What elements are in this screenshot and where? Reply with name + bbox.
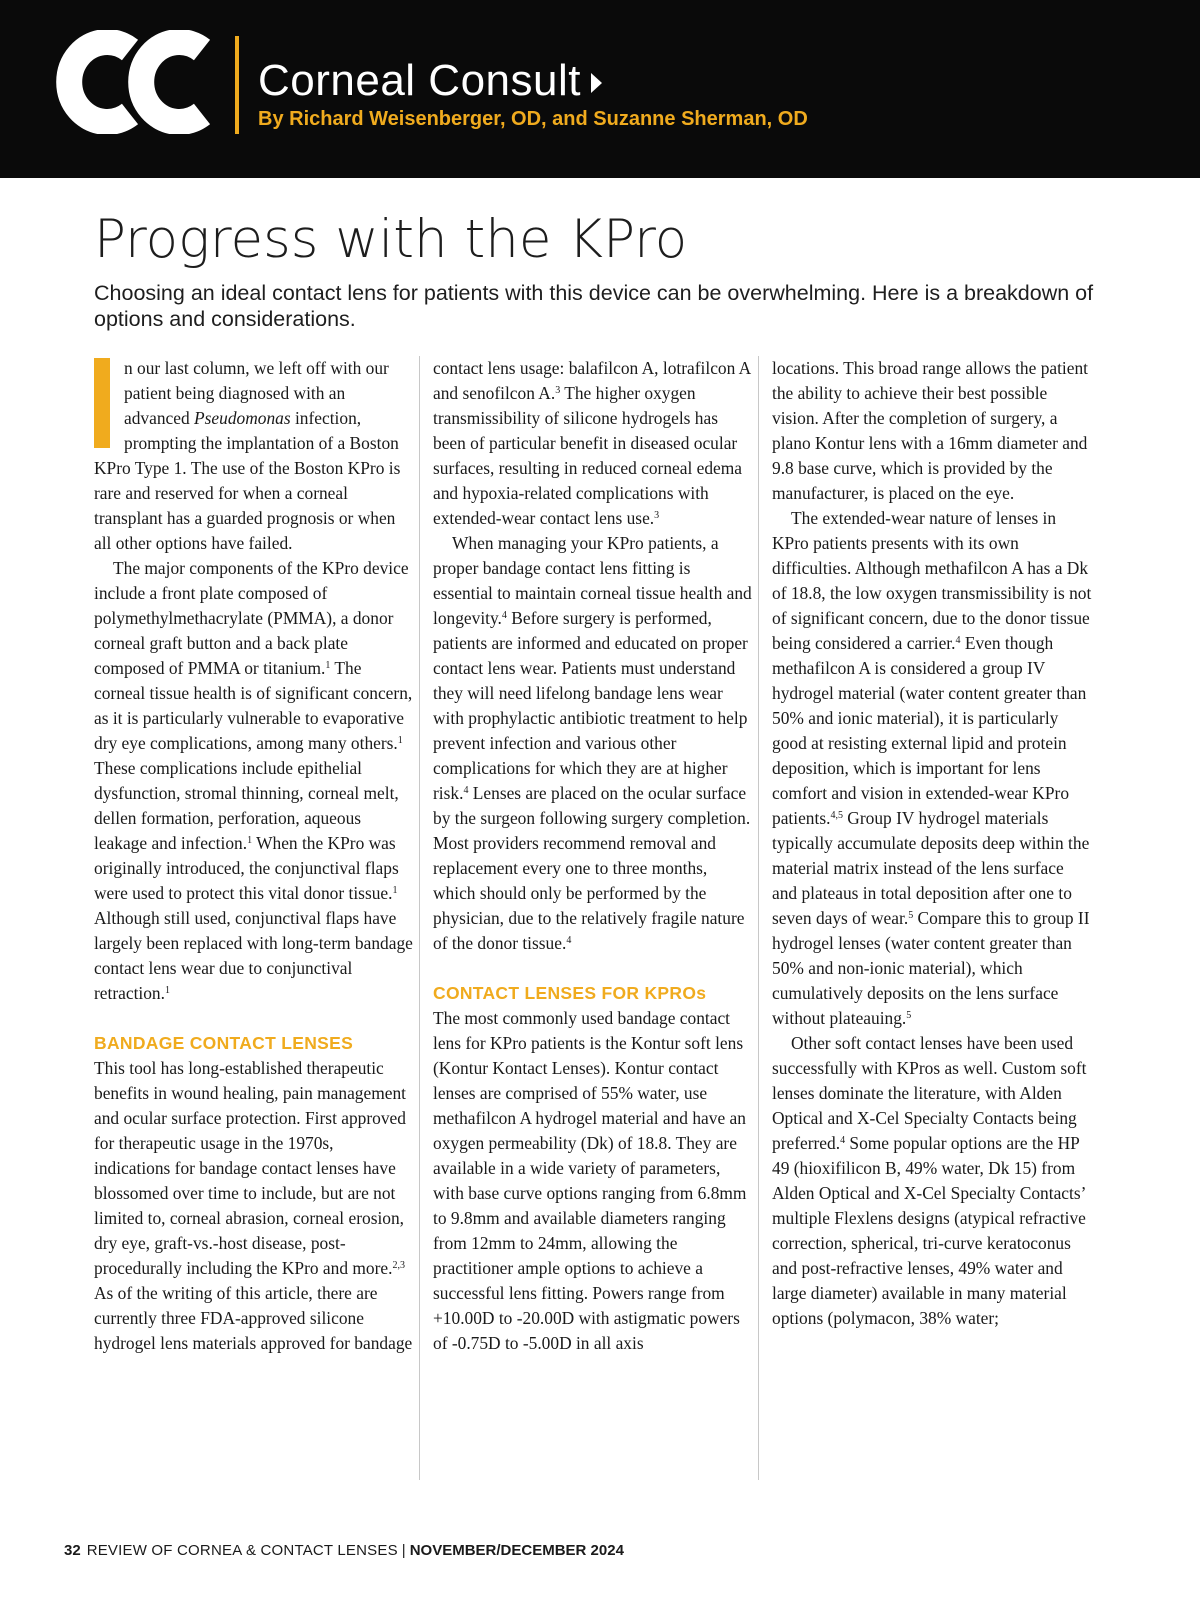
play-arrow-icon <box>591 73 602 93</box>
body-paragraph: The most commonly used bandage contact lens for KPro patients is the Kontur soft lens (Kontur Kontact Lenses). Kontur contact lenses are comprised of 55% water, use methafilcon A hydrogel material and have an oxygen permeability (Dk) of 18.8. They are available in a wide variety of parameters, with base curve options ranging from 6.8mm to 9.8mm and available diameters ranging from 12mm to 24mm, allowing the practitioner ample options to achieve a successful lens fitting. Powers range from +10.00D to -20.00D with astigmatic powers of -0.75D to -5.00D in all axis <box>433 1008 747 1353</box>
body-paragraph: contact lens usage: balafilcon A, lotrafilcon A and senofilcon A.$^3$ The higher oxygen transmissibility of silicone hydrogels has been of particular benefit in diseased ocular surfaces, resulting in reduced corneal edema and hypoxia-related complications with extended-wear contact lens use.$^3$ <box>433 358 751 528</box>
column-header <box>0 0 1200 178</box>
section-heading: BANDAGE CONTACT LENSES <box>94 1033 354 1053</box>
header-divider <box>235 36 239 134</box>
body-paragraph: This tool has long-established therapeutic benefits in wound healing, pain management and ocular surface protection. First approved for therapeutic usage in the 1970s, indications for bandage contact lenses have blossomed over time to include, but are not limited to, corneal abrasion, corneal erosion, dry eye, graft-vs.-host disease, post-procedurally including the KPro and more.$^{2,3}$ As of the writing of this article, there are currently three FDA-approved silicone hydrogel lens materials approved for bandage <box>94 1058 413 1353</box>
logo-c-mark <box>126 30 210 134</box>
body-paragraph: The extended-wear nature of lenses in KPro patients presents with its own difficulties. Although methafilcon A has a Dk of 18.8, the low oxygen transmissibility is not of significant concern, due to the donor tissue being considered a carrier.$^4$ Even though methafilcon A is considered a group IV hydrogel material (water content greater than 50% and ionic material), it is particularly good at resisting external lipid and protein deposition, which is important for lens comfort and vision in extended-wear KPro patients.$^{4,5}$ Group IV hydrogel materials typically accumulate deposits deep within the material matrix instead of the lens surface and plateaus in total deposition after one to seven days of wear.$^5$ Compare this to group II hydrogel lenses (water content greater than 50% and non-ionic material), which cumulatively deposits on the lens surface without plateauing.$^5$ <box>772 508 1092 1028</box>
text-column-2 <box>433 356 753 1356</box>
article-title: Progress with the KPro <box>94 209 688 270</box>
footer-separator: | <box>401 1542 406 1559</box>
column-rule <box>419 356 420 1480</box>
text-column-1 <box>94 356 414 1356</box>
page-footer <box>64 1541 624 1561</box>
text-column-3 <box>772 356 1092 1331</box>
lede-paragraph: n our last column, we left off with our patient being diagnosed with an advanced Pseudomonas infection, prompting the implantation of a Boston KPro Type 1. The use of the Boston KPro is rare and reserved for when a corneal transplant has a guarded prognosis or when all other options have failed. <box>94 358 401 553</box>
byline: By Richard Weisenberger, OD, and Suzanne Sherman, OD <box>258 108 808 130</box>
publication-name: REVIEW OF CORNEA & CONTACT LENSES <box>86 1542 398 1559</box>
section-heading: CONTACT LENSES FOR KPROs <box>433 983 707 1003</box>
page-number: 32 <box>64 1542 81 1559</box>
body-paragraph: The major components of the KPro device include a front plate composed of polymethylmethacrylate (PMMA), a donor corneal graft button and a back plate composed of PMMA or titanium.$^1$ The corneal tissue health is of significant concern, as it is particularly vulnerable to evaporative dry eye complications, among many others.$^1$ These complications include epithelial dysfunction, stromal thinning, corneal melt, dellen formation, perforation, aqueous leakage and infection.$^1$ When the KPro was originally introduced, the conjunctival flaps were used to protect this vital donor tissue.$^1$ Although still used, conjunctival flaps have largely been replaced with long-term bandage contact lens wear due to conjunctival retraction.$^1$ <box>94 558 413 1003</box>
body-paragraph: locations. This broad range allows the patient the ability to achieve their best possible vision. After the completion of surgery, a plano Kontur lens with a 16mm diameter and 9.8 base curve, which is provided by the manufacturer, is placed on the eye. <box>772 358 1089 503</box>
issue-date: NOVEMBER/DECEMBER 2024 <box>409 1542 624 1559</box>
article-subtitle: Choosing an ideal contact lens for patients with this device can be overwhelming. Here is a breakdown of options and considerations. <box>94 281 1094 331</box>
column-rule <box>758 356 759 1480</box>
body-paragraph: When managing your KPro patients, a proper bandage contact lens fitting is essential to maintain corneal tissue health and longevity.$^4$ Before surgery is performed, patients are informed and educated on proper contact lens wear. Patients must understand they will need lifelong bandage lens wear with prophylactic antibiotic treatment to help prevent infection and various other complications for which they are at higher risk.$^4$ Lenses are placed on the ocular surface by the surgeon following surgery completion. Most providers recommend removal and replacement every one to three months, which should only be performed by the physician, due to the relatively fragile nature of the donor tissue.$^4$ <box>433 533 752 953</box>
drop-cap <box>94 358 110 448</box>
cc-logo <box>54 30 224 150</box>
column-name: Corneal Consult <box>258 52 602 110</box>
body-paragraph: Other soft contact lenses have been used successfully with KPros as well. Custom soft lenses dominate the literature, with Alden Optical and X-Cel Specialty Contacts being preferred.$^4$ Some popular options are the HP 49 (hioxifilicon B, 49% water, Dk 15) from Alden Optical and X-Cel Specialty Contacts’ multiple Flexlens designs (atypical refractive correction, spherical, tri-curve keratoconus and post-refractive lenses, 49% water and large diameter) available in many material options (polymacon, 38% water; <box>772 1033 1087 1328</box>
